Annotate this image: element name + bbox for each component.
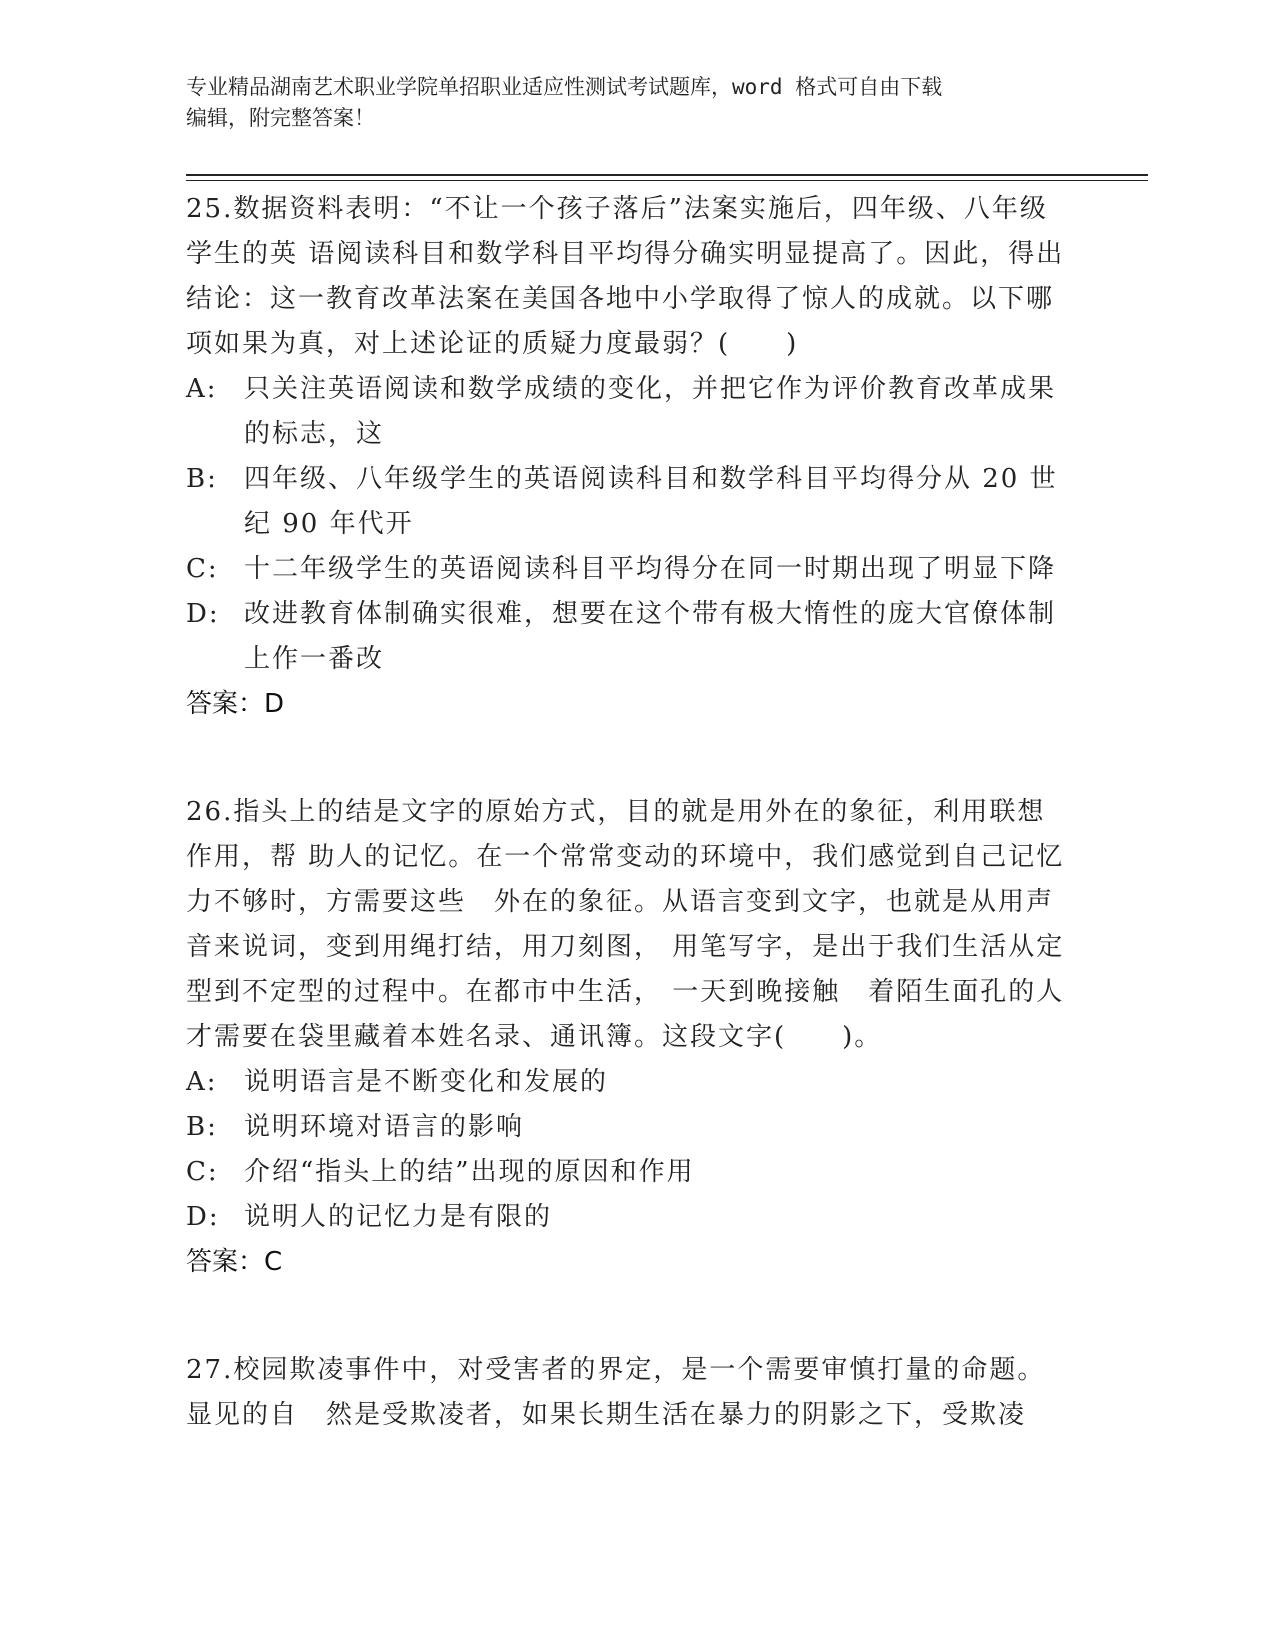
question-text: 25.数据资料表明：“不让一个孩子落后”法案实施后，四年级、八年级学生的英 语阅读科目和数学科目平均得分确实明显提高了。因此，得出结论：这一教育改革法案在美国各地中小学取得了惊人的成就。以下哪项如果为真，对上述论证的质疑力度最弱？( ) xyxy=(186,194,1065,359)
option-key: C: xyxy=(186,1157,219,1187)
option-d xyxy=(186,1195,1066,1240)
question-26 xyxy=(186,790,1066,1285)
option-text: 改进教育体制确实很难，想要在这个带有极大惰性的庞大官僚体制上作一番改 xyxy=(244,599,1057,674)
question-27 xyxy=(186,1348,1066,1438)
option-text: 十二年级学生的英语阅读科目平均得分在同一时期出现了明显下降 xyxy=(244,554,1057,584)
option-key: A: xyxy=(186,374,218,404)
option-a xyxy=(186,1060,1066,1105)
answer-value: C xyxy=(264,1247,283,1277)
option-key: C: xyxy=(186,554,219,584)
header-line-2: 编辑，附完整答案！ xyxy=(186,106,375,130)
answer-label: 答案： xyxy=(186,1247,265,1277)
question-25 xyxy=(186,187,1066,727)
option-b xyxy=(186,457,1066,547)
header-divider-thin xyxy=(186,180,1148,181)
question-text: 27.校园欺凌事件中，对受害者的界定，是一个需要审慎打量的命题。显见的自 然是受欺凌者，如果长期生活在暴力的阴影之下，受欺凌 xyxy=(186,1355,1046,1430)
option-key: B: xyxy=(186,1112,218,1142)
option-text: 说明人的记忆力是有限的 xyxy=(244,1202,553,1232)
answer-label: 答案： xyxy=(186,689,265,719)
option-d xyxy=(186,592,1066,682)
option-text: 说明环境对语言的影响 xyxy=(244,1112,525,1142)
page-header xyxy=(186,72,1086,134)
option-a xyxy=(186,367,1066,457)
option-key: B: xyxy=(186,464,218,494)
option-text: 只关注英语阅读和数学成绩的变化，并把它作为评价教育改革成果的标志，这 xyxy=(244,374,1057,449)
option-key: A: xyxy=(186,1067,218,1097)
answer-value: D xyxy=(264,689,285,719)
question-spacer xyxy=(186,1285,1066,1348)
option-c xyxy=(186,547,1066,592)
question-spacer xyxy=(186,727,1066,790)
option-b xyxy=(186,1105,1066,1150)
option-key: D: xyxy=(186,1202,220,1232)
option-text: 说明语言是不断变化和发展的 xyxy=(244,1067,609,1097)
header-line-1: 专业精品湖南艺术职业学院单招职业适应性测试考试题库，word 格式可自由下载 xyxy=(186,75,943,99)
option-text: 介绍“指头上的结”出现的原因和作用 xyxy=(244,1157,695,1187)
option-key: D: xyxy=(186,599,220,629)
answer-line xyxy=(186,1240,1066,1285)
header-divider-thick xyxy=(186,174,1148,176)
option-c xyxy=(186,1150,1066,1195)
question-text: 26.指头上的结是文字的原始方式，目的就是用外在的象征，利用联想作用，帮 助人的记忆。在一个常常变动的环境中，我们感觉到自己记忆力不够时，方需要这些 外在的象征。从语言变到文字，也就是从用声音来说词，变到用绳打结，用刀刻图， 用笔写字，是出于我们生活从定型到不定型的过程中。在都市中生活， 一天到晚接触 着陌生面孔的人才需要在袋里藏着本姓名录、通讯簿。这段文字( )。 xyxy=(186,797,1065,1052)
question-list xyxy=(186,187,1066,1438)
answer-line xyxy=(186,682,1066,727)
option-text: 四年级、八年级学生的英语阅读科目和数学科目平均得分从 20 世纪 90 年代开 xyxy=(244,464,1058,539)
